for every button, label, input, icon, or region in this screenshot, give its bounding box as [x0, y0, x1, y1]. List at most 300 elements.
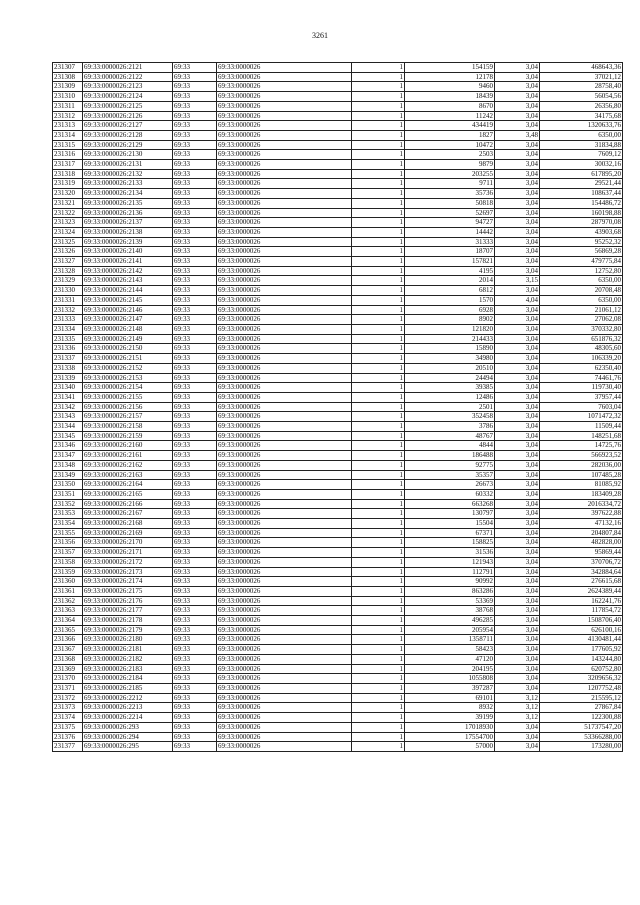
row-number-cell: 231328	[53, 266, 83, 276]
area-cell: 52697	[405, 208, 495, 218]
count-cell: 1	[352, 72, 405, 82]
row-number-cell: 231371	[53, 684, 83, 694]
cadastral-quarter-cell: 69:33:0000026	[217, 645, 352, 655]
cadastral-number-cell: 69:33:0000026:2125	[83, 101, 173, 111]
rate-cell: 3,04	[495, 383, 540, 393]
table-row	[53, 160, 623, 170]
cadastral-number-cell: 69:33:0000026:2130	[83, 150, 173, 160]
area-cell: 434419	[405, 121, 495, 131]
value-cell: 287970,08	[540, 218, 623, 228]
rate-cell: 3,04	[495, 392, 540, 402]
table-row	[53, 179, 623, 189]
row-number-cell: 231347	[53, 451, 83, 461]
area-cell: 57000	[405, 742, 495, 752]
cadastral-quarter-cell: 69:33:0000026	[217, 674, 352, 684]
cadastral-number-cell: 69:33:0000026:293	[83, 722, 173, 732]
cadastral-quarter-cell: 69:33:0000026	[217, 538, 352, 548]
rate-cell: 3,04	[495, 684, 540, 694]
cadastral-number-cell: 69:33:0000026:2156	[83, 402, 173, 412]
value-cell: 617895,20	[540, 169, 623, 179]
row-number-cell: 231354	[53, 519, 83, 529]
cadastral-number-cell: 69:33:0000026:2121	[83, 63, 173, 73]
table-row	[53, 189, 623, 199]
count-cell: 1	[352, 63, 405, 73]
row-number-cell: 231333	[53, 315, 83, 325]
cadastral-quarter-cell: 69:33:0000026	[217, 480, 352, 490]
cadastral-quarter-cell: 69:33:0000026	[217, 257, 352, 267]
rate-cell: 3,04	[495, 354, 540, 364]
region-code-cell: 69:33	[173, 169, 217, 179]
cadastral-quarter-cell: 69:33:0000026	[217, 441, 352, 451]
cadastral-quarter-cell: 69:33:0000026	[217, 334, 352, 344]
area-cell: 154159	[405, 63, 495, 73]
row-number-cell: 231322	[53, 208, 83, 218]
cadastral-quarter-cell: 69:33:0000026	[217, 567, 352, 577]
region-code-cell: 69:33	[173, 150, 217, 160]
table-row	[53, 567, 623, 577]
region-code-cell: 69:33	[173, 92, 217, 102]
region-code-cell: 69:33	[173, 392, 217, 402]
cadastral-quarter-cell: 69:33:0000026	[217, 722, 352, 732]
value-cell: 56054,56	[540, 92, 623, 102]
row-number-cell: 231339	[53, 373, 83, 383]
table-row	[53, 363, 623, 373]
cadastral-quarter-cell: 69:33:0000026	[217, 383, 352, 393]
cadastral-quarter-cell: 69:33:0000026	[217, 82, 352, 92]
area-cell: 121820	[405, 324, 495, 334]
area-cell: 186488	[405, 451, 495, 461]
row-number-cell: 231355	[53, 528, 83, 538]
rate-cell: 3,04	[495, 548, 540, 558]
value-cell: 1320633,76	[540, 121, 623, 131]
count-cell: 1	[352, 189, 405, 199]
cadastral-number-cell: 69:33:0000026:2122	[83, 72, 173, 82]
cadastral-number-cell: 69:33:0000026:2171	[83, 548, 173, 558]
cadastral-quarter-cell: 69:33:0000026	[217, 713, 352, 723]
rate-cell: 3,04	[495, 654, 540, 664]
cadastral-number-cell: 69:33:0000026:2172	[83, 557, 173, 567]
rate-cell: 3,04	[495, 470, 540, 480]
value-cell: 37957,44	[540, 392, 623, 402]
rate-cell: 3,04	[495, 344, 540, 354]
cadastral-number-cell: 69:33:0000026:2184	[83, 674, 173, 684]
table-row	[53, 130, 623, 140]
table-row	[53, 470, 623, 480]
region-code-cell: 69:33	[173, 315, 217, 325]
rate-cell: 3,04	[495, 208, 540, 218]
row-number-cell: 231373	[53, 703, 83, 713]
cadastral-number-cell: 69:33:0000026:2132	[83, 169, 173, 179]
row-number-cell: 231360	[53, 577, 83, 587]
table-row	[53, 383, 623, 393]
region-code-cell: 69:33	[173, 577, 217, 587]
row-number-cell: 231317	[53, 160, 83, 170]
rate-cell: 3,04	[495, 198, 540, 208]
cadastral-quarter-cell: 69:33:0000026	[217, 295, 352, 305]
area-cell: 4195	[405, 266, 495, 276]
row-number-cell: 231310	[53, 92, 83, 102]
area-cell: 8902	[405, 315, 495, 325]
value-cell: 95252,32	[540, 237, 623, 247]
region-code-cell: 69:33	[173, 596, 217, 606]
cadastral-quarter-cell: 69:33:0000026	[217, 63, 352, 73]
count-cell: 1	[352, 130, 405, 140]
area-cell: 39385	[405, 383, 495, 393]
area-cell: 24494	[405, 373, 495, 383]
row-number-cell: 231368	[53, 654, 83, 664]
table-row	[53, 713, 623, 723]
region-code-cell: 69:33	[173, 422, 217, 432]
area-cell: 352458	[405, 412, 495, 422]
value-cell: 27867,84	[540, 703, 623, 713]
cadastral-number-cell: 69:33:0000026:2168	[83, 519, 173, 529]
count-cell: 1	[352, 431, 405, 441]
row-number-cell: 231316	[53, 150, 83, 160]
cadastral-number-cell: 69:33:0000026:2160	[83, 441, 173, 451]
table-row	[53, 344, 623, 354]
cadastral-number-cell: 69:33:0000026:2157	[83, 412, 173, 422]
region-code-cell: 69:33	[173, 480, 217, 490]
cadastral-number-cell: 69:33:0000026:2124	[83, 92, 173, 102]
cadastral-quarter-cell: 69:33:0000026	[217, 392, 352, 402]
value-cell: 6350,00	[540, 295, 623, 305]
rate-cell: 3,04	[495, 227, 540, 237]
value-cell: 107485,28	[540, 470, 623, 480]
count-cell: 1	[352, 635, 405, 645]
region-code-cell: 69:33	[173, 654, 217, 664]
cadastral-quarter-cell: 69:33:0000026	[217, 198, 352, 208]
area-cell: 90992	[405, 577, 495, 587]
row-number-cell: 231361	[53, 586, 83, 596]
count-cell: 1	[352, 276, 405, 286]
area-cell: 26673	[405, 480, 495, 490]
cadastral-number-cell: 69:33:0000026:2179	[83, 625, 173, 635]
value-cell: 342884,64	[540, 567, 623, 577]
cadastral-number-cell: 69:33:0000026:2176	[83, 596, 173, 606]
rate-cell: 3,04	[495, 499, 540, 509]
area-cell: 69101	[405, 693, 495, 703]
count-cell: 1	[352, 208, 405, 218]
cadastral-number-cell: 69:33:0000026:2159	[83, 431, 173, 441]
rate-cell: 3,12	[495, 703, 540, 713]
rate-cell: 3,04	[495, 72, 540, 82]
count-cell: 1	[352, 179, 405, 189]
region-code-cell: 69:33	[173, 354, 217, 364]
rate-cell: 3,04	[495, 616, 540, 626]
rate-cell: 3,04	[495, 625, 540, 635]
area-cell: 2503	[405, 150, 495, 160]
area-cell: 121943	[405, 557, 495, 567]
area-cell: 11242	[405, 111, 495, 121]
row-number-cell: 231329	[53, 276, 83, 286]
table-body	[53, 63, 623, 752]
row-number-cell: 231375	[53, 722, 83, 732]
region-code-cell: 69:33	[173, 198, 217, 208]
area-cell: 39199	[405, 713, 495, 723]
cadastral-quarter-cell: 69:33:0000026	[217, 101, 352, 111]
row-number-cell: 231357	[53, 548, 83, 558]
count-cell: 1	[352, 674, 405, 684]
cadastral-number-cell: 69:33:0000026:2151	[83, 354, 173, 364]
value-cell: 370706,72	[540, 557, 623, 567]
value-cell: 397622,88	[540, 509, 623, 519]
count-cell: 1	[352, 577, 405, 587]
cadastral-quarter-cell: 69:33:0000026	[217, 169, 352, 179]
area-cell: 214433	[405, 334, 495, 344]
cadastral-number-cell: 69:33:0000026:2137	[83, 218, 173, 228]
cadastral-number-cell: 69:33:0000026:2174	[83, 577, 173, 587]
value-cell: 148251,68	[540, 431, 623, 441]
row-number-cell: 231334	[53, 324, 83, 334]
region-code-cell: 69:33	[173, 63, 217, 73]
value-cell: 1508706,40	[540, 616, 623, 626]
value-cell: 7609,12	[540, 150, 623, 160]
rate-cell: 3,04	[495, 422, 540, 432]
table-row	[53, 402, 623, 412]
cadastral-number-cell: 69:33:0000026:2142	[83, 266, 173, 276]
region-code-cell: 69:33	[173, 557, 217, 567]
count-cell: 1	[352, 266, 405, 276]
cadastral-quarter-cell: 69:33:0000026	[217, 460, 352, 470]
area-cell: 1570	[405, 295, 495, 305]
rate-cell: 3,04	[495, 577, 540, 587]
area-cell: 12178	[405, 72, 495, 82]
rate-cell: 3,04	[495, 635, 540, 645]
count-cell: 1	[352, 460, 405, 470]
table-row	[53, 247, 623, 257]
cadastral-number-cell: 69:33:0000026:2135	[83, 198, 173, 208]
area-cell: 14442	[405, 227, 495, 237]
area-cell: 60332	[405, 489, 495, 499]
rate-cell: 3,04	[495, 606, 540, 616]
cadastral-quarter-cell: 69:33:0000026	[217, 373, 352, 383]
cadastral-number-cell: 69:33:0000026:2212	[83, 693, 173, 703]
cadastral-number-cell: 69:33:0000026:2173	[83, 567, 173, 577]
region-code-cell: 69:33	[173, 528, 217, 538]
region-code-cell: 69:33	[173, 101, 217, 111]
value-cell: 81085,92	[540, 480, 623, 490]
count-cell: 1	[352, 305, 405, 315]
region-code-cell: 69:33	[173, 441, 217, 451]
row-number-cell: 231364	[53, 616, 83, 626]
area-cell: 10472	[405, 140, 495, 150]
table-row	[53, 509, 623, 519]
value-cell: 26356,80	[540, 101, 623, 111]
cadastral-number-cell: 69:33:0000026:2185	[83, 684, 173, 694]
rate-cell: 3,04	[495, 286, 540, 296]
cadastral-number-cell: 69:33:0000026:2158	[83, 422, 173, 432]
area-cell: 8670	[405, 101, 495, 111]
row-number-cell: 231332	[53, 305, 83, 315]
cadastral-quarter-cell: 69:33:0000026	[217, 111, 352, 121]
count-cell: 1	[352, 489, 405, 499]
table-row	[53, 654, 623, 664]
table-row	[53, 315, 623, 325]
cadastral-quarter-cell: 69:33:0000026	[217, 276, 352, 286]
region-code-cell: 69:33	[173, 402, 217, 412]
row-number-cell: 231313	[53, 121, 83, 131]
cadastral-quarter-cell: 69:33:0000026	[217, 402, 352, 412]
row-number-cell: 231359	[53, 567, 83, 577]
value-cell: 7603,04	[540, 402, 623, 412]
rate-cell: 3,12	[495, 693, 540, 703]
cadastral-quarter-cell: 69:33:0000026	[217, 344, 352, 354]
cadastral-number-cell: 69:33:0000026:2175	[83, 586, 173, 596]
row-number-cell: 231324	[53, 227, 83, 237]
value-cell: 204807,84	[540, 528, 623, 538]
rate-cell: 3,04	[495, 451, 540, 461]
area-cell: 2014	[405, 276, 495, 286]
row-number-cell: 231369	[53, 664, 83, 674]
row-number-cell: 231341	[53, 392, 83, 402]
count-cell: 1	[352, 616, 405, 626]
area-cell: 18707	[405, 247, 495, 257]
count-cell: 1	[352, 111, 405, 121]
area-cell: 1358711	[405, 635, 495, 645]
cadastral-quarter-cell: 69:33:0000026	[217, 509, 352, 519]
value-cell: 6350,00	[540, 130, 623, 140]
row-number-cell: 231374	[53, 713, 83, 723]
value-cell: 1071472,32	[540, 412, 623, 422]
cadastral-number-cell: 69:33:0000026:2162	[83, 460, 173, 470]
cadastral-number-cell: 69:33:0000026:2164	[83, 480, 173, 490]
table-row	[53, 286, 623, 296]
count-cell: 1	[352, 654, 405, 664]
row-number-cell: 231376	[53, 732, 83, 742]
area-cell: 58423	[405, 645, 495, 655]
table-row	[53, 101, 623, 111]
count-cell: 1	[352, 606, 405, 616]
rate-cell: 3,12	[495, 713, 540, 723]
cadastral-number-cell: 69:33:0000026:2163	[83, 470, 173, 480]
rate-cell: 3,04	[495, 169, 540, 179]
table-row	[53, 257, 623, 267]
row-number-cell: 231319	[53, 179, 83, 189]
count-cell: 1	[352, 713, 405, 723]
cadastral-number-cell: 69:33:0000026:2136	[83, 208, 173, 218]
region-code-cell: 69:33	[173, 383, 217, 393]
rate-cell: 3,04	[495, 266, 540, 276]
region-code-cell: 69:33	[173, 160, 217, 170]
count-cell: 1	[352, 645, 405, 655]
value-cell: 51737547,20	[540, 722, 623, 732]
table-row	[53, 324, 623, 334]
region-code-cell: 69:33	[173, 227, 217, 237]
table-row	[53, 373, 623, 383]
region-code-cell: 69:33	[173, 72, 217, 82]
rate-cell: 3,04	[495, 305, 540, 315]
value-cell: 3209656,32	[540, 674, 623, 684]
count-cell: 1	[352, 548, 405, 558]
table-row	[53, 742, 623, 752]
table-row	[53, 489, 623, 499]
table-row	[53, 684, 623, 694]
region-code-cell: 69:33	[173, 189, 217, 199]
row-number-cell: 231326	[53, 247, 83, 257]
area-cell: 35357	[405, 470, 495, 480]
region-code-cell: 69:33	[173, 645, 217, 655]
area-cell: 663268	[405, 499, 495, 509]
value-cell: 177605,92	[540, 645, 623, 655]
area-cell: 50818	[405, 198, 495, 208]
rate-cell: 3,04	[495, 596, 540, 606]
region-code-cell: 69:33	[173, 489, 217, 499]
cadastral-quarter-cell: 69:33:0000026	[217, 286, 352, 296]
cadastral-number-cell: 69:33:0000026:2170	[83, 538, 173, 548]
count-cell: 1	[352, 169, 405, 179]
value-cell: 74461,76	[540, 373, 623, 383]
area-cell: 1055808	[405, 674, 495, 684]
region-code-cell: 69:33	[173, 140, 217, 150]
value-cell: 117854,72	[540, 606, 623, 616]
row-number-cell: 231365	[53, 625, 83, 635]
area-cell: 48767	[405, 431, 495, 441]
cadastral-quarter-cell: 69:33:0000026	[217, 412, 352, 422]
rate-cell: 3,04	[495, 732, 540, 742]
count-cell: 1	[352, 480, 405, 490]
rate-cell: 3,04	[495, 82, 540, 92]
area-cell: 9711	[405, 179, 495, 189]
table-row	[53, 460, 623, 470]
count-cell: 1	[352, 499, 405, 509]
cadastral-quarter-cell: 69:33:0000026	[217, 519, 352, 529]
row-number-cell: 231312	[53, 111, 83, 121]
region-code-cell: 69:33	[173, 121, 217, 131]
cadastral-quarter-cell: 69:33:0000026	[217, 266, 352, 276]
region-code-cell: 69:33	[173, 412, 217, 422]
value-cell: 482828,00	[540, 538, 623, 548]
count-cell: 1	[352, 286, 405, 296]
area-cell: 15504	[405, 519, 495, 529]
cadastral-quarter-cell: 69:33:0000026	[217, 654, 352, 664]
count-cell: 1	[352, 519, 405, 529]
count-cell: 1	[352, 383, 405, 393]
rate-cell: 3,04	[495, 92, 540, 102]
row-number-cell: 231336	[53, 344, 83, 354]
cadastral-number-cell: 69:33:0000026:2143	[83, 276, 173, 286]
count-cell: 1	[352, 121, 405, 131]
rate-cell: 3,04	[495, 674, 540, 684]
rate-cell: 3,04	[495, 179, 540, 189]
value-cell: 154486,72	[540, 198, 623, 208]
value-cell: 626100,16	[540, 625, 623, 635]
cadastral-number-cell: 69:33:0000026:2155	[83, 392, 173, 402]
row-number-cell: 231346	[53, 441, 83, 451]
cadastral-quarter-cell: 69:33:0000026	[217, 557, 352, 567]
area-cell: 34980	[405, 354, 495, 364]
count-cell: 1	[352, 257, 405, 267]
value-cell: 162241,76	[540, 596, 623, 606]
area-cell: 17018930	[405, 722, 495, 732]
table-row	[53, 111, 623, 121]
table-row	[53, 72, 623, 82]
count-cell: 1	[352, 315, 405, 325]
area-cell: 6812	[405, 286, 495, 296]
table-row	[53, 295, 623, 305]
cadastral-quarter-cell: 69:33:0000026	[217, 596, 352, 606]
value-cell: 14725,76	[540, 441, 623, 451]
area-cell: 863286	[405, 586, 495, 596]
table-row	[53, 208, 623, 218]
cadastral-quarter-cell: 69:33:0000026	[217, 499, 352, 509]
count-cell: 1	[352, 295, 405, 305]
region-code-cell: 69:33	[173, 664, 217, 674]
table-row	[53, 218, 623, 228]
count-cell: 1	[352, 402, 405, 412]
row-number-cell: 231314	[53, 130, 83, 140]
cadastral-quarter-cell: 69:33:0000026	[217, 664, 352, 674]
area-cell: 67371	[405, 528, 495, 538]
